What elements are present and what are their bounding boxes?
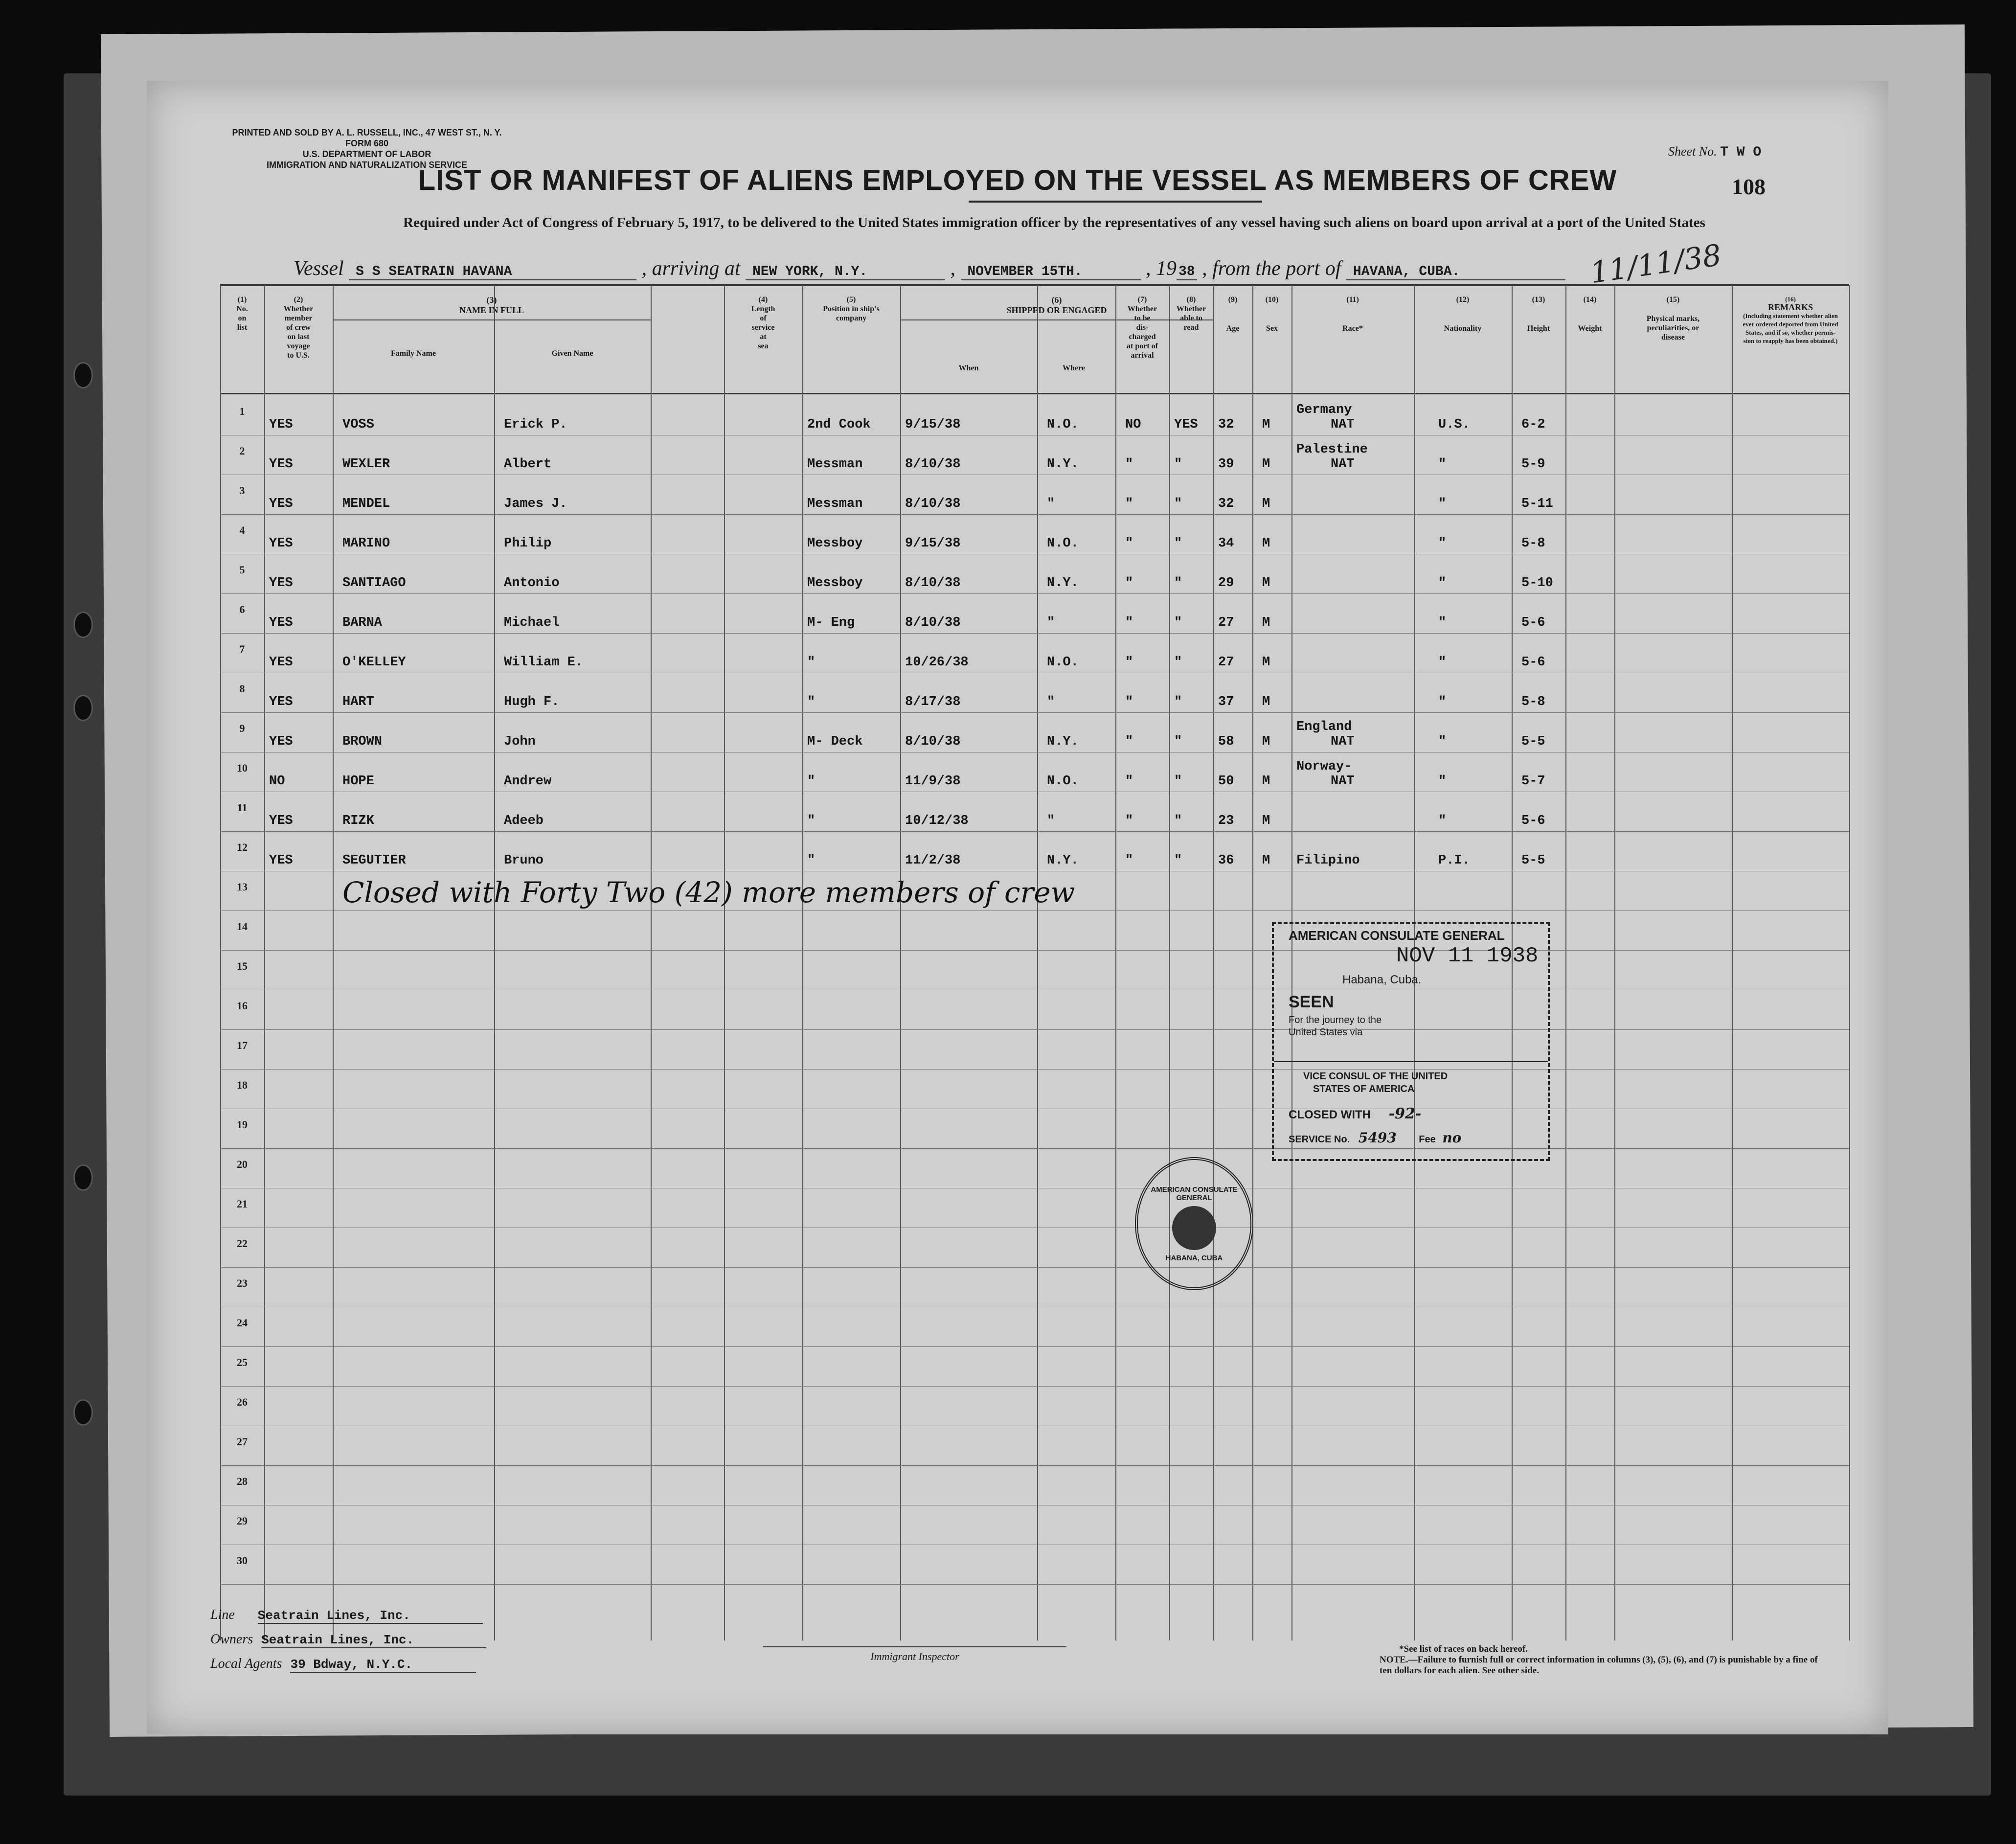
column-divider <box>264 285 265 1640</box>
crew-position: Messboy <box>807 576 863 591</box>
column-divider <box>1614 285 1615 1640</box>
row-number: 15 <box>237 960 248 972</box>
crew-nationality: U.S. <box>1438 417 1470 432</box>
legal-requirement: Required under Act of Congress of February 5, 1917, to be delivered to the United States immigration officer by the representatives of any vessel having such aliens on board upon arrival at a port of the United States <box>403 215 1705 230</box>
given-name-header: Given Name <box>551 349 593 358</box>
col-4-header: (4) Length of service at sea <box>751 296 775 350</box>
row-divider <box>220 1386 1849 1387</box>
crew-shipped-when: 11/9/38 <box>905 774 961 789</box>
crew-shipped-where: N.Y. <box>1047 734 1079 749</box>
crew-height: 6-2 <box>1521 417 1545 432</box>
crew-sex: M <box>1262 655 1270 670</box>
crew-prev-voyage: YES <box>269 576 293 591</box>
column-divider <box>900 285 901 1640</box>
stamp-journey-line: For the journey to the <box>1289 1015 1382 1025</box>
footer-note <box>1380 1644 1820 1676</box>
crew-sex: M <box>1262 734 1270 749</box>
binder-hole-icon <box>73 695 93 721</box>
crew-age: 58 <box>1218 734 1234 749</box>
stamp-service-number: SERVICE No. 5493 Fee no <box>1289 1130 1462 1146</box>
stamp-journey-line: United States via <box>1289 1027 1363 1038</box>
crew-able-to-read: " <box>1174 734 1182 749</box>
crew-nationality: " <box>1438 615 1447 630</box>
vessel-name: S S SEATRAIN HAVANA <box>349 264 636 280</box>
crew-nationality: " <box>1438 536 1447 551</box>
crew-sex: M <box>1262 853 1270 868</box>
stamp-city: Habana, Cuba. <box>1342 973 1422 986</box>
crew-race-nat: NAT <box>1331 734 1355 749</box>
col-8-header: (8) Whether able to read <box>1176 296 1206 332</box>
crew-height: 5-8 <box>1521 536 1545 551</box>
column-divider <box>802 285 803 1640</box>
crew-shipped-when: 11/2/38 <box>905 853 961 868</box>
row-divider <box>220 1069 1849 1070</box>
crew-age: 37 <box>1218 695 1234 709</box>
crew-shipped-where: N.O. <box>1047 655 1079 670</box>
crew-discharged: " <box>1125 497 1133 511</box>
row-divider <box>220 514 1849 515</box>
crew-family-name: SANTIAGO <box>342 576 406 591</box>
col-15-header: (15) Physical marks, peculiarities, or disease <box>1646 296 1700 341</box>
column-divider <box>1252 285 1253 1640</box>
row-number: 1 <box>239 405 245 417</box>
crew-prev-voyage: YES <box>269 536 293 551</box>
handwritten-date: 11/11/38 <box>1588 238 1724 291</box>
crew-height: 5-7 <box>1521 774 1545 789</box>
crew-family-name: O'KELLEY <box>342 655 406 670</box>
header-bottom-line <box>220 393 1849 394</box>
seal-top-text: AMERICAN CONSULATE GENERAL <box>1151 1185 1238 1202</box>
stamp-seen: SEEN <box>1289 993 1334 1011</box>
handwritten-closing-note: Closed with Forty Two (42) more members of crew <box>342 876 1075 909</box>
agents-value: 39 Bdway, N.Y.C. <box>290 1657 476 1673</box>
crew-position: " <box>807 853 815 868</box>
crew-nationality: " <box>1438 457 1447 472</box>
crew-shipped-where: N.O. <box>1047 774 1079 789</box>
stamp-title: AMERICAN CONSULATE GENERAL <box>1289 928 1505 943</box>
crew-shipped-where: " <box>1047 814 1055 828</box>
crew-sex: M <box>1262 774 1270 789</box>
row-number: 16 <box>237 1000 248 1012</box>
page-number: 108 <box>1732 174 1766 199</box>
crew-prev-voyage: NO <box>269 774 285 789</box>
crew-nationality: " <box>1438 695 1447 709</box>
col-1-header: (1) No. on list <box>236 296 248 332</box>
row-divider <box>220 712 1849 713</box>
crew-family-name: RIZK <box>342 814 374 828</box>
col-6-header: (6) SHIPPED OR ENGAGED <box>1006 295 1107 315</box>
crew-shipped-where: " <box>1047 695 1055 709</box>
crew-sex: M <box>1262 536 1270 551</box>
arriving-label: , arriving at <box>641 257 741 280</box>
arrival-date: NOVEMBER 15TH. <box>961 264 1141 280</box>
row-number: 14 <box>237 920 248 933</box>
crew-sex: M <box>1262 814 1270 828</box>
when-header: When <box>958 364 979 372</box>
crew-age: 27 <box>1218 615 1234 630</box>
crew-given-name: Andrew <box>504 774 552 789</box>
crew-shipped-when: 8/17/38 <box>905 695 961 709</box>
column-divider <box>1213 285 1214 1640</box>
row-number: 27 <box>237 1435 248 1448</box>
consulate-stamp <box>1272 922 1550 1161</box>
row-number: 6 <box>239 603 245 615</box>
crew-age: 50 <box>1218 774 1234 789</box>
binder-hole-icon <box>73 1164 93 1191</box>
crew-race-nat: NAT <box>1331 417 1355 432</box>
column-divider <box>1849 285 1850 1640</box>
column-divider <box>651 285 652 1640</box>
crew-position: " <box>807 814 815 828</box>
row-number: 12 <box>237 841 248 853</box>
row-number: 24 <box>237 1317 248 1329</box>
crew-height: 5-8 <box>1521 695 1545 709</box>
row-number: 30 <box>237 1554 248 1567</box>
crew-discharged: " <box>1125 576 1133 591</box>
crew-height: 5-10 <box>1521 576 1553 591</box>
crew-given-name: Michael <box>504 615 560 630</box>
printer-line: PRINTED AND SOLD BY A. L. RUSSELL, INC., 47 WEST ST., N. Y. <box>232 128 502 137</box>
row-number: 22 <box>237 1237 248 1250</box>
row-divider <box>220 950 1849 951</box>
crew-position: Messman <box>807 497 863 511</box>
crew-shipped-when: 8/10/38 <box>905 576 961 591</box>
footer-agents: Local Agents 39 Bdway, N.Y.C. <box>210 1656 476 1673</box>
line-value: Seatrain Lines, Inc. <box>258 1608 483 1624</box>
crew-table <box>220 284 1849 1640</box>
row-number: 26 <box>237 1396 248 1408</box>
crew-race: England <box>1296 720 1352 734</box>
crew-able-to-read: " <box>1174 457 1182 472</box>
crew-age: 23 <box>1218 814 1234 828</box>
crew-family-name: SEGUTIER <box>342 853 406 868</box>
crew-age: 29 <box>1218 576 1234 591</box>
crew-nationality: " <box>1438 576 1447 591</box>
crew-given-name: Philip <box>504 536 552 551</box>
crew-nationality: " <box>1438 497 1447 511</box>
crew-age: 34 <box>1218 536 1234 551</box>
crew-sex: M <box>1262 417 1270 432</box>
crew-given-name: Hugh F. <box>504 695 560 709</box>
crew-prev-voyage: YES <box>269 417 293 432</box>
stamp-divider <box>1274 1061 1548 1062</box>
row-number: 23 <box>237 1277 248 1289</box>
arrival-year: 38 <box>1177 264 1197 280</box>
column-divider <box>1037 285 1038 1640</box>
column-divider <box>333 285 334 1640</box>
row-number: 4 <box>239 524 245 536</box>
crew-family-name: BARNA <box>342 615 383 630</box>
row-number: 18 <box>237 1079 248 1091</box>
crew-given-name: Albert <box>504 457 552 472</box>
crew-age: 27 <box>1218 655 1234 670</box>
crew-age: 36 <box>1218 853 1234 868</box>
crew-discharged: NO <box>1125 417 1141 432</box>
sheet-number-value: T W O <box>1720 145 1762 160</box>
crew-given-name: William E. <box>504 655 584 670</box>
crew-height: 5-6 <box>1521 814 1545 828</box>
crew-prev-voyage: YES <box>269 655 293 670</box>
crew-nationality: P.I. <box>1438 853 1470 868</box>
crew-prev-voyage: YES <box>269 814 293 828</box>
crew-given-name: John <box>504 734 536 749</box>
col-16-header: (16) REMARKS (Including statement whether alien ever ordered deported from United States, and if so, whether permis- sion to reapply has been obtained.) <box>1743 296 1838 344</box>
crew-shipped-where: N.O. <box>1047 536 1079 551</box>
row-number: 9 <box>239 722 245 734</box>
crew-sex: M <box>1262 497 1270 511</box>
row-divider <box>220 1148 1849 1149</box>
col-7-header: (7) Whether to be dis- charged at port of arrival <box>1127 296 1158 360</box>
crew-age: 39 <box>1218 457 1234 472</box>
crew-prev-voyage: YES <box>269 615 293 630</box>
crew-discharged: " <box>1125 774 1133 789</box>
crew-discharged: " <box>1125 615 1133 630</box>
fine-note: NOTE.—Failure to furnish full or correct information in columns (3), (5), (6), and (7) is punishable by a fine of ten dollars for each alien. See other side. <box>1380 1655 1818 1676</box>
year-prefix: , 19 <box>1146 257 1177 280</box>
row-number: 8 <box>239 683 245 695</box>
crew-nationality: " <box>1438 774 1447 789</box>
binder-hole-icon <box>73 1399 93 1426</box>
crew-shipped-when: 9/15/38 <box>905 417 961 432</box>
column-divider <box>1565 285 1566 1640</box>
crew-able-to-read: " <box>1174 774 1182 789</box>
crew-height: 5-11 <box>1521 497 1553 511</box>
from-port-label: , from the port of <box>1202 257 1341 280</box>
header-top-line <box>220 285 1849 286</box>
crew-nationality: " <box>1438 814 1447 828</box>
vessel-label: Vessel <box>294 257 344 280</box>
crew-shipped-where: N.Y. <box>1047 457 1079 472</box>
races-note: *See list of races on back hereof. <box>1399 1644 1528 1654</box>
stamp-vice-consul: STATES OF AMERICA <box>1313 1084 1415 1094</box>
row-divider <box>220 1465 1849 1466</box>
crew-shipped-where: " <box>1047 615 1055 630</box>
col-10-header: (10) Sex <box>1265 296 1279 333</box>
crew-position: M- Deck <box>807 734 863 749</box>
row-number: 29 <box>237 1515 248 1527</box>
footer-line: Line Seatrain Lines, Inc. <box>210 1607 483 1624</box>
service-line: IMMIGRATION AND NATURALIZATION SERVICE <box>267 160 467 170</box>
owners-value: Seatrain Lines, Inc. <box>261 1633 486 1648</box>
crew-able-to-read: " <box>1174 695 1182 709</box>
crew-shipped-where: N.Y. <box>1047 576 1079 591</box>
crew-able-to-read: " <box>1174 814 1182 828</box>
crew-shipped-when: 10/26/38 <box>905 655 969 670</box>
crew-shipped-when: 8/10/38 <box>905 734 961 749</box>
column-divider <box>494 285 495 1640</box>
crew-race-nat: NAT <box>1331 774 1355 789</box>
crew-shipped-where: N.O. <box>1047 417 1079 432</box>
crew-able-to-read: " <box>1174 576 1182 591</box>
row-number: 21 <box>237 1198 248 1210</box>
crew-sex: M <box>1262 457 1270 472</box>
crew-prev-voyage: YES <box>269 695 293 709</box>
sheet-number <box>1668 144 1761 160</box>
crew-shipped-when: 8/10/38 <box>905 497 961 511</box>
crew-prev-voyage: YES <box>269 853 293 868</box>
crew-sex: M <box>1262 615 1270 630</box>
crew-position: " <box>807 774 815 789</box>
crew-sex: M <box>1262 695 1270 709</box>
col-5-header: (5) Position in ship's company <box>823 296 880 322</box>
footer-owners: Owners Seatrain Lines, Inc. <box>210 1632 486 1648</box>
row-number: 10 <box>237 762 248 774</box>
stamp-closed-with: CLOSED WITH -92- <box>1289 1105 1422 1122</box>
row-number: 25 <box>237 1356 248 1368</box>
crew-sex: M <box>1262 576 1270 591</box>
title-underline <box>969 201 1262 203</box>
crew-race-nat: NAT <box>1331 457 1355 472</box>
row-divider <box>220 1267 1849 1268</box>
row-number: 20 <box>237 1158 248 1170</box>
crew-race: Filipino <box>1296 853 1360 868</box>
crew-prev-voyage: YES <box>269 457 293 472</box>
crew-height: 5-5 <box>1521 734 1545 749</box>
column-divider <box>724 285 725 1640</box>
crew-position: " <box>807 655 815 670</box>
crew-position: Messboy <box>807 536 863 551</box>
crew-height: 5-6 <box>1521 655 1545 670</box>
crew-able-to-read: " <box>1174 853 1182 868</box>
crew-able-to-read: " <box>1174 655 1182 670</box>
col-9-header: (9) Age <box>1226 296 1240 333</box>
row-number: 3 <box>239 484 245 497</box>
page-title: LIST OR MANIFEST OF ALIENS EMPLOYED ON THE VESSEL AS MEMBERS OF CREW <box>418 164 1617 196</box>
crew-discharged: " <box>1125 695 1133 709</box>
row-divider <box>220 831 1849 832</box>
binder-hole-icon <box>73 362 93 388</box>
row-number: 19 <box>237 1118 248 1131</box>
binder-hole-icon <box>73 612 93 638</box>
crew-given-name: James J. <box>504 497 567 511</box>
crew-shipped-when: 8/10/38 <box>905 615 961 630</box>
crew-shipped-where: " <box>1047 497 1055 511</box>
name-subhead-line <box>333 319 651 320</box>
arrival-port: NEW YORK, N.Y. <box>746 264 945 280</box>
row-number: 17 <box>237 1039 248 1051</box>
crew-discharged: " <box>1125 853 1133 868</box>
crew-height: 5-9 <box>1521 457 1545 472</box>
department-line: U.S. DEPARTMENT OF LABOR <box>302 149 431 159</box>
crew-shipped-when: 9/15/38 <box>905 536 961 551</box>
crew-family-name: MARINO <box>342 536 390 551</box>
crew-nationality: " <box>1438 734 1447 749</box>
crew-race: Norway- <box>1296 759 1352 774</box>
crew-given-name: Erick P. <box>504 417 567 432</box>
crew-able-to-read: " <box>1174 615 1182 630</box>
sheet-number-label: Sheet No. <box>1668 144 1717 159</box>
departure-port: HAVANA, CUBA. <box>1346 264 1565 280</box>
crew-family-name: WEXLER <box>342 457 390 472</box>
crew-age: 32 <box>1218 497 1234 511</box>
crew-shipped-when: 8/10/38 <box>905 457 961 472</box>
crew-shipped-when: 10/12/38 <box>905 814 969 828</box>
crew-position: " <box>807 695 815 709</box>
crew-discharged: " <box>1125 655 1133 670</box>
col-14-header: (14) Weight <box>1578 296 1602 333</box>
crew-given-name: Adeeb <box>504 814 544 828</box>
inspector-signature-line: Immigrant Inspector <box>763 1646 1066 1663</box>
crew-position: M- Eng <box>807 615 855 630</box>
eagle-icon <box>1172 1206 1216 1250</box>
crew-family-name: HART <box>342 695 374 709</box>
column-divider <box>1169 285 1170 1640</box>
row-divider <box>220 1029 1849 1030</box>
row-number: 2 <box>239 445 245 457</box>
vessel-line: Vessel S S SEATRAIN HAVANA , arriving at NEW YORK, N.Y. , NOVEMBER 15TH. , 19 38 , from the port of HAVANA, CUBA. <box>294 257 1835 280</box>
crew-position: Messman <box>807 457 863 472</box>
column-divider <box>1115 285 1116 1640</box>
row-divider <box>220 1584 1849 1585</box>
crew-given-name: Bruno <box>504 853 544 868</box>
col-3-header: (3) NAME IN FULL <box>459 295 524 315</box>
crew-discharged: " <box>1125 536 1133 551</box>
manifest-sheet <box>147 81 1888 1734</box>
row-divider <box>220 1346 1849 1347</box>
row-number: 11 <box>237 801 248 814</box>
row-number: 7 <box>239 643 245 655</box>
consulate-seal <box>1135 1157 1253 1290</box>
form-number: FORM 680 <box>345 138 389 148</box>
crew-prev-voyage: YES <box>269 734 293 749</box>
col-11-header: (11) Race* <box>1342 296 1363 333</box>
crew-prev-voyage: YES <box>269 497 293 511</box>
crew-shipped-where: N.Y. <box>1047 853 1079 868</box>
crew-height: 5-5 <box>1521 853 1545 868</box>
row-number: 13 <box>237 881 248 893</box>
crew-able-to-read: YES <box>1174 417 1198 432</box>
crew-family-name: HOPE <box>342 774 374 789</box>
where-header: Where <box>1063 364 1085 372</box>
crew-family-name: MENDEL <box>342 497 390 511</box>
crew-race: Germany <box>1296 403 1352 417</box>
col-12-header: (12) Nationality <box>1444 296 1482 333</box>
crew-able-to-read: " <box>1174 497 1182 511</box>
crew-discharged: " <box>1125 457 1133 472</box>
crew-position: 2nd Cook <box>807 417 871 432</box>
row-divider <box>220 593 1849 594</box>
seal-bottom-text: HABANA, CUBA <box>1165 1253 1223 1262</box>
row-number: 5 <box>239 564 245 576</box>
crew-nationality: " <box>1438 655 1447 670</box>
crew-age: 32 <box>1218 417 1234 432</box>
crew-family-name: BROWN <box>342 734 383 749</box>
col-2-header: (2) Whether member of crew on last voyage to U.S. <box>283 296 314 360</box>
family-name-header: Family Name <box>391 349 436 358</box>
stamp-date: NOV 11 1938 <box>1396 944 1539 968</box>
row-number: 28 <box>237 1475 248 1487</box>
crew-able-to-read: " <box>1174 536 1182 551</box>
crew-height: 5-6 <box>1521 615 1545 630</box>
column-divider <box>1732 285 1733 1640</box>
crew-discharged: " <box>1125 814 1133 828</box>
stamp-vice-consul: VICE CONSUL OF THE UNITED <box>1303 1071 1448 1082</box>
crew-family-name: VOSS <box>342 417 374 432</box>
crew-race: Palestine <box>1296 442 1368 457</box>
crew-discharged: " <box>1125 734 1133 749</box>
row-divider <box>220 633 1849 634</box>
crew-given-name: Antonio <box>504 576 560 591</box>
col-13-header: (13) Height <box>1527 296 1550 333</box>
